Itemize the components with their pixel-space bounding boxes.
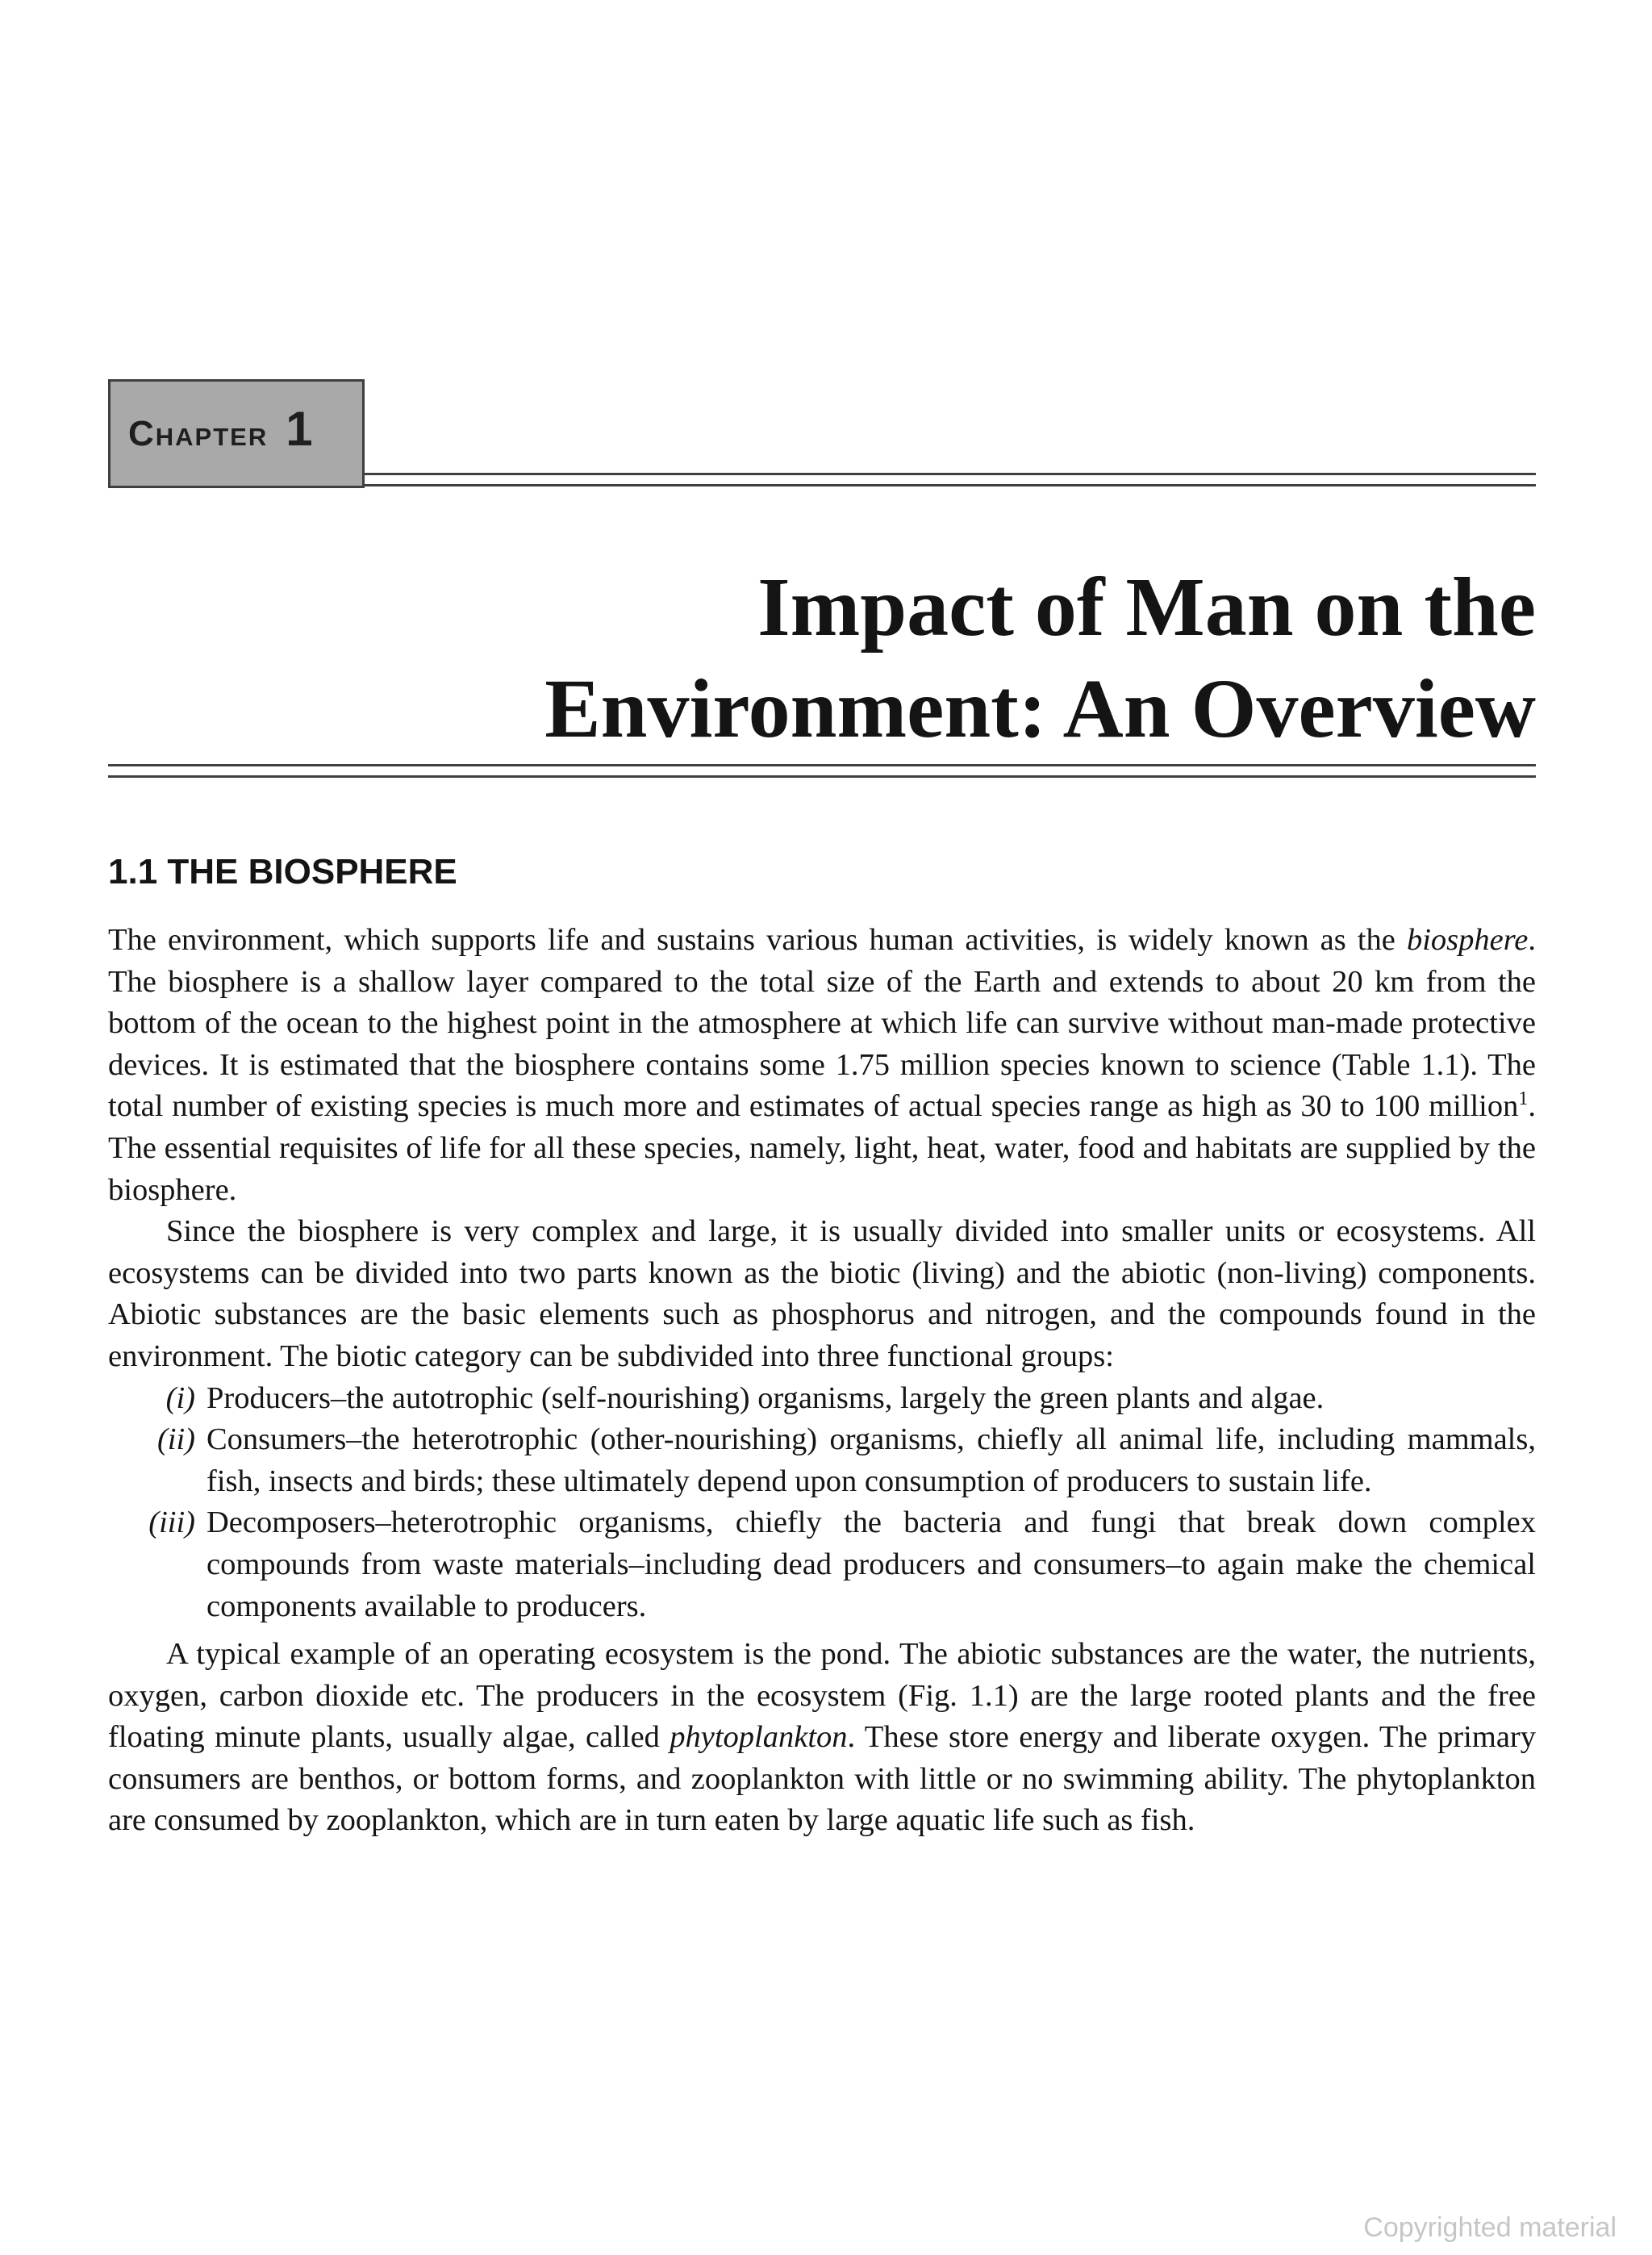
paragraph-1-text-c: . The essential requisites of life for all these species, namely, light, heat, water, food and habitats are supplied by the biosphere. <box>108 1089 1536 1207</box>
list-item-text: Decomposers–heterotrophic organisms, chiefly the bacteria and fungi that break down complex compounds from waste materials–including dead producers and consumers–to again make the chemical components available to producers. <box>206 1505 1536 1623</box>
list-item-text: Producers–the autotrophic (self-nourishing) organisms, largely the green plants and algae. <box>206 1380 1325 1415</box>
paragraph-3-text-a: A typical example of an operating ecosystem is the pond. The abiotic substances are the water, the nutrients, oxygen, carbon dioxide etc. The producers in the ecosystem (Fig. 1.1) are the large rooted plants and the free floating minute plants, usually algae, called <box>108 1637 1536 1755</box>
watermark: Copyrighted material <box>1363 2212 1617 2243</box>
paragraph-1-text-a: The environment, which supports life and sustains various human activities, is widely known as the <box>108 923 1407 957</box>
chapter-number: 1 <box>286 402 313 456</box>
title-rule-lower <box>108 775 1536 778</box>
list-item <box>108 1419 1536 1502</box>
chapter-rule-lower <box>365 484 1536 486</box>
section-heading: 1.1 THE BIOSPHERE <box>108 852 457 892</box>
list-marker: (i) <box>165 1380 195 1415</box>
title-rule-upper <box>108 764 1536 766</box>
chapter-title-line-1: Impact of Man on the <box>757 561 1536 654</box>
paragraph-3-text-b: . These store energy and liberate oxygen. The primary consumers are benthos, or bottom forms, and zooplankton with little or no swimming ability. The phytoplankton are consumed by zooplankton, which are in turn eaten by large aquatic life such as fish. <box>108 1720 1536 1838</box>
chapter-rule-upper <box>365 473 1536 475</box>
chapter-box <box>108 379 365 488</box>
footnote-ref: 1 <box>1518 1088 1529 1110</box>
list-marker: (ii) <box>156 1422 195 1457</box>
chapter-title <box>339 557 1536 760</box>
term-phytoplankton: phytoplankton <box>670 1720 848 1755</box>
paragraph-2: Since the biosphere is very complex and large, it is usually divided into smaller units or ecosystems. All ecosystems can be divided into two parts known as the biotic (living) and the abiotic (non-living) components. Abiotic substances are the basic elements such as phosphorus and nitrogen, and the compounds found in the environment. The biotic category can be subdivided into three functional groups: <box>108 1214 1536 1373</box>
paragraph-3 <box>108 1634 1536 1842</box>
chapter-title-line-2: Environment: An Overview <box>544 662 1536 755</box>
term-biosphere: biosphere <box>1406 923 1529 957</box>
chapter-label: Chapter <box>128 413 269 453</box>
list-item-text: Consumers–the heterotrophic (other-nourishing) organisms, chiefly all animal life, including mammals, fish, insects and birds; these ultimately depend upon consumption of producers to sustain life. <box>206 1422 1536 1498</box>
functional-groups-list <box>108 1378 1536 1628</box>
body-text <box>108 920 1536 1842</box>
paragraph-1-text-b: . The biosphere is a shallow layer compared to the total size of the Earth and extends to about 20 km from the bottom of the ocean to the highest point in the atmosphere at which life can survive without man-made protective devices. It is estimated that the biosphere contains some 1.75 million species known to science (Table 1.1). The total number of existing species is much more and estimates of actual species range as high as 30 to 100 million <box>108 923 1536 1124</box>
list-item <box>108 1378 1536 1420</box>
list-item <box>108 1502 1536 1627</box>
paragraph-1 <box>108 920 1536 1211</box>
list-marker: (iii) <box>148 1505 195 1540</box>
